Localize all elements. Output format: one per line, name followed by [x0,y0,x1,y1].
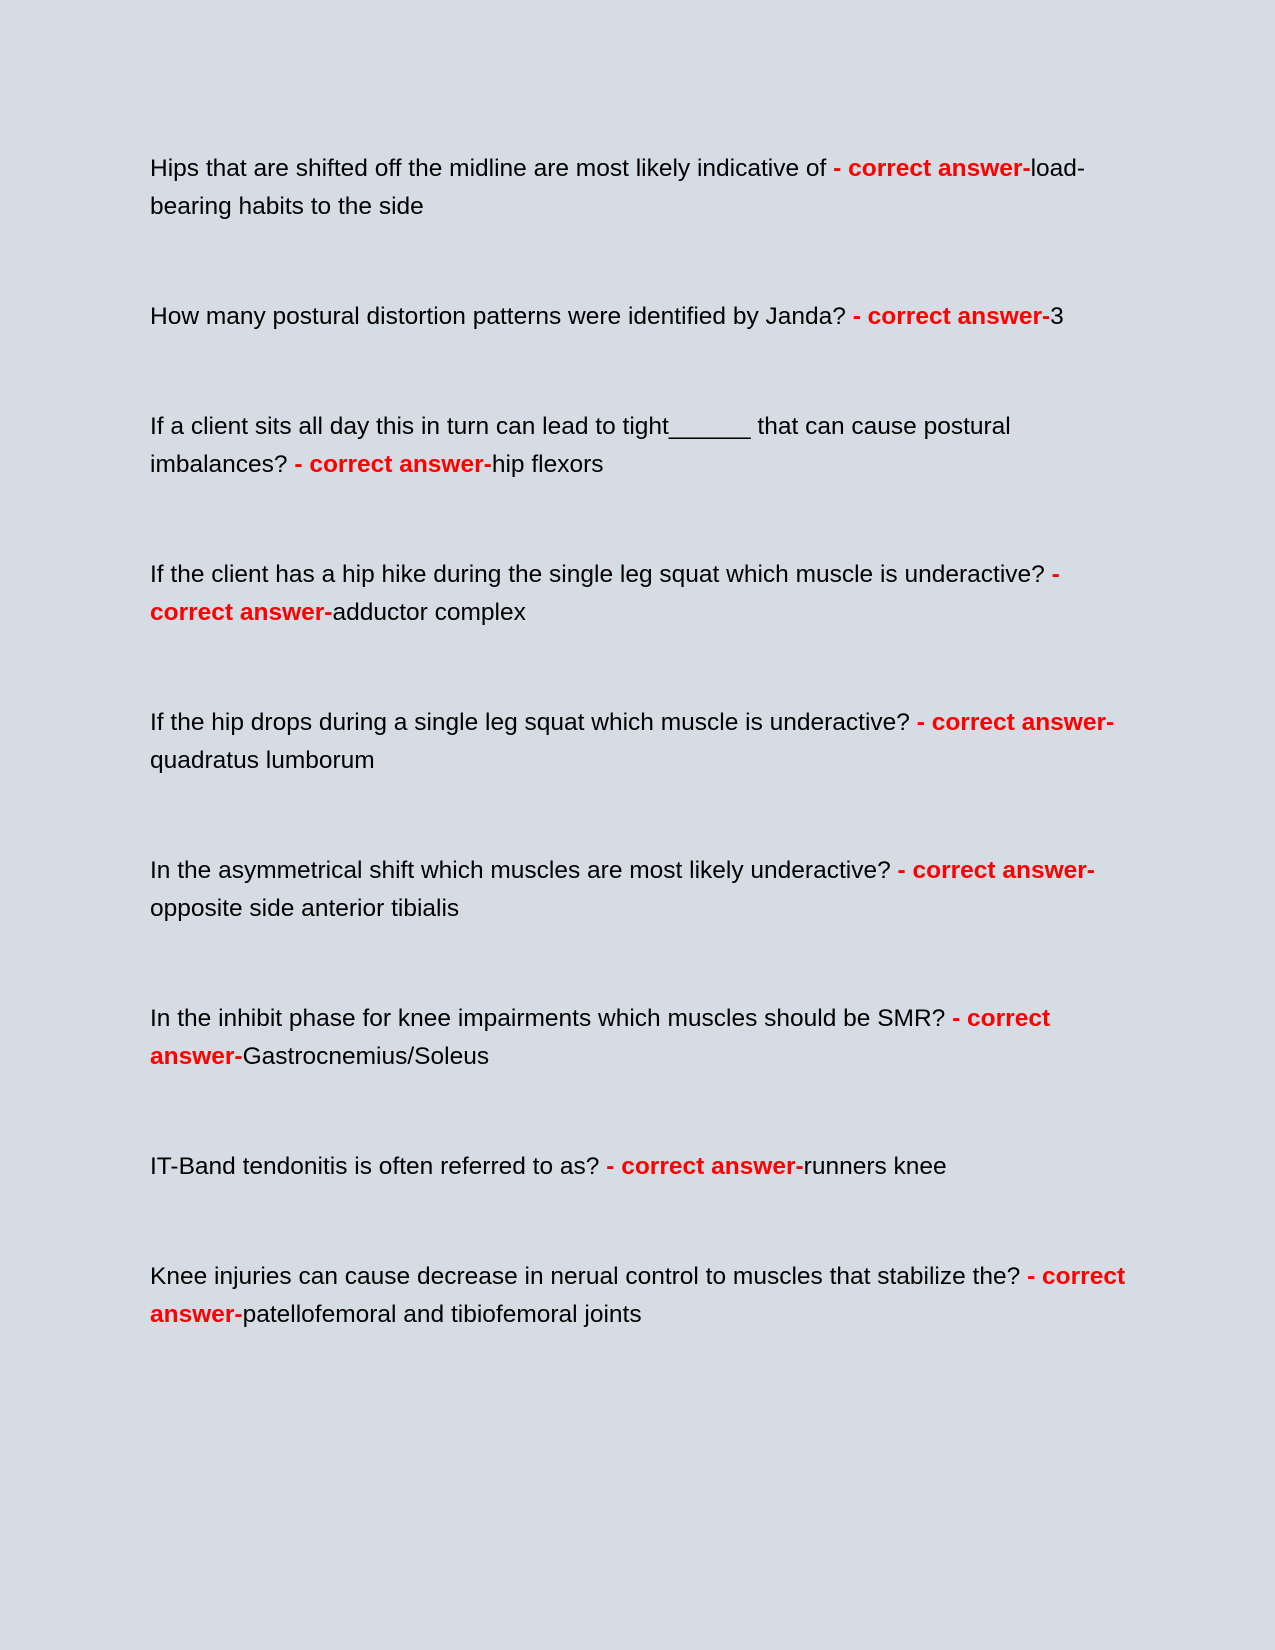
correct-answer-marker: - correct answer- [150,561,1060,626]
qa-item [150,150,1135,226]
correct-answer-marker: - correct answer- [916,709,1115,736]
answer-text: opposite side anterior tibialis [150,895,460,922]
answer-text: patellofemoral and tibiofemoral joints [242,1301,642,1328]
document-page [150,150,1135,1406]
question-text: How many postural distortion patterns were identified by Janda? [150,303,846,330]
correct-answer-marker: - correct answer- [150,1005,1051,1070]
correct-answer-marker: - correct answer- [150,1263,1126,1328]
question-text: Hips that are shifted off the midline are most likely indicative of [150,155,827,182]
qa-item [150,704,1135,780]
correct-answer-marker: - correct answer- [833,155,1031,182]
answer-text: load-bearing habits to the side [150,155,1086,220]
qa-item [150,298,1135,336]
question-text: If the hip drops during a single leg squat which muscle is underactive? [150,709,910,736]
correct-answer-marker: - correct answer- [294,451,492,478]
question-text: If a client sits all day this in turn can lead to tight______ that can cause postural imbalances? [150,413,1011,478]
correct-answer-marker: - correct answer- [606,1153,804,1180]
correct-answer-marker: - correct answer- [897,857,1095,884]
qa-item [150,556,1135,632]
qa-item [150,1000,1135,1076]
question-text: In the asymmetrical shift which muscles are most likely underactive? [150,857,891,884]
question-text: If the client has a hip hike during the single leg squat which muscle is underactive? [150,561,1045,588]
answer-text: quadratus lumborum [150,747,375,774]
qa-item [150,1258,1135,1334]
question-text: Knee injuries can cause decrease in nerual control to muscles that stabilize the? [150,1263,1021,1290]
answer-text: Gastrocnemius/Soleus [242,1043,490,1070]
answer-text: 3 [1050,303,1064,330]
qa-item [150,408,1135,484]
answer-text: runners knee [803,1153,947,1180]
correct-answer-marker: - correct answer- [852,303,1051,330]
answer-text: adductor complex [332,599,526,626]
question-text: IT-Band tendonitis is often referred to as? [150,1153,600,1180]
question-text: In the inhibit phase for knee impairments which muscles should be SMR? [150,1005,946,1032]
answer-text: hip flexors [491,451,604,478]
qa-item [150,1148,1135,1186]
qa-item [150,852,1135,928]
